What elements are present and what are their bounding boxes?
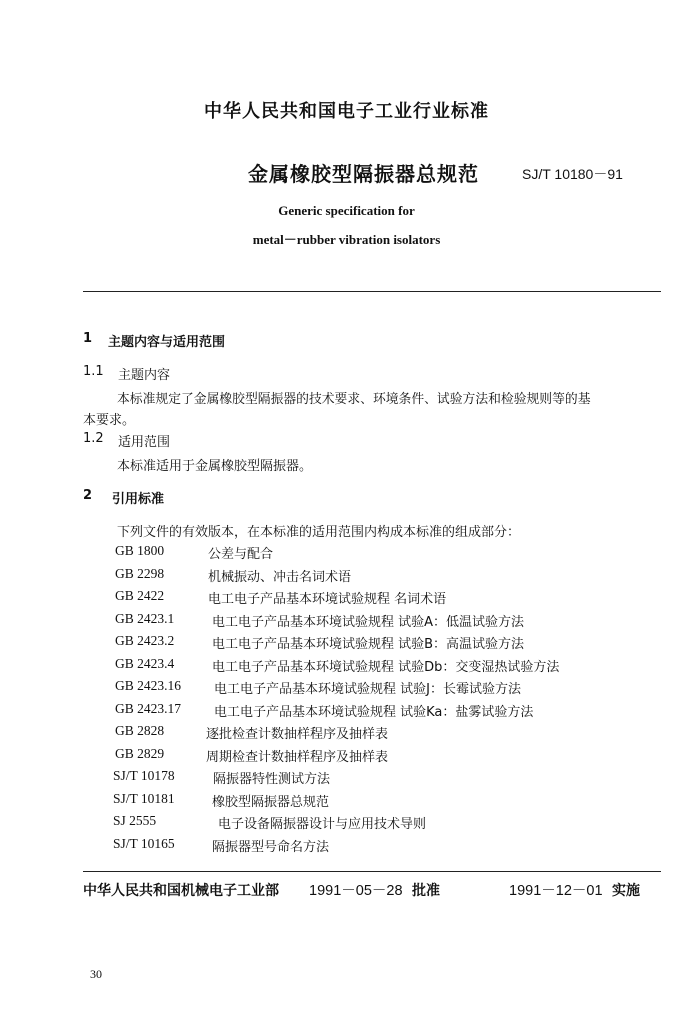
- section-2-number: 2: [83, 488, 93, 503]
- reference-title: 电工电子产品基本环境试验规程 试验A：低温试验方法: [212, 615, 525, 630]
- reference-code: GB 2423.17: [115, 701, 182, 716]
- reference-code: GB 1800: [115, 543, 165, 558]
- section-2-title: 引用标准: [112, 492, 165, 507]
- page-number: 30: [90, 967, 102, 981]
- effective-date: 1991－12－01: [509, 883, 603, 899]
- reference-title: 电工电子产品基本环境试验规程 试验J：长霉试验方法: [214, 682, 521, 697]
- reference-title: 电子设备隔振器设计与应用技术导则: [218, 817, 427, 832]
- reference-title: 机械振动、冲击名词术语: [208, 570, 352, 585]
- reference-title: 电工电子产品基本环境试验规程 试验B：高温试验方法: [212, 637, 525, 652]
- issuing-organization: 中华人民共和国电子工业行业标准: [204, 101, 489, 122]
- effective-label: 实施: [612, 883, 640, 899]
- document-title: 金属橡胶型隔振器总规范: [248, 162, 479, 186]
- reference-title: 逐批检查计数抽样程序及抽样表: [206, 727, 389, 742]
- reference-code: GB 2423.2: [115, 633, 175, 648]
- section-1-1-number: 1.1: [83, 364, 104, 379]
- reference-title: 橡胶型隔振器总规范: [212, 795, 330, 810]
- section-1-1-body-line1: 本标准规定了金属橡胶型隔振器的技术要求、环境条件、试验方法和检验规则等的基: [117, 392, 591, 407]
- reference-code: GB 2423.4: [115, 656, 175, 671]
- reference-code: SJ/T 10178: [113, 768, 175, 783]
- footer-divider: [83, 871, 661, 872]
- reference-code: SJ/T 10165: [113, 836, 175, 851]
- reference-code: SJ 2555: [113, 813, 157, 828]
- section-1-2-title: 适用范围: [118, 435, 171, 450]
- section-1-title: 主题内容与适用范围: [108, 335, 226, 350]
- section-1-1-title: 主题内容: [118, 368, 171, 383]
- approval-date: 1991－05－28: [309, 883, 403, 899]
- reference-code: GB 2829: [115, 746, 165, 761]
- reference-title: 公差与配合: [208, 547, 274, 562]
- reference-code: GB 2423.1: [115, 611, 175, 626]
- reference-title: 电工电子产品基本环境试验规程 试验Ka：盐雾试验方法: [214, 705, 534, 720]
- section-1-2-body: 本标准适用于金属橡胶型隔振器。: [117, 459, 313, 474]
- reference-title: 电工电子产品基本环境试验规程 名词术语: [208, 592, 447, 607]
- reference-code: GB 2422: [115, 588, 165, 603]
- reference-title: 周期检查计数抽样程序及抽样表: [206, 750, 389, 765]
- reference-code: GB 2423.16: [115, 678, 182, 693]
- reference-title: 隔振器特性测试方法: [213, 772, 331, 787]
- reference-title: 隔振器型号命名方法: [212, 840, 330, 855]
- english-title-line2: metal－rubber vibration isolators: [252, 232, 441, 247]
- section-1-2-number: 1.2: [83, 431, 104, 446]
- section-1-number: 1: [83, 331, 93, 346]
- standard-number: SJ/T 10180－91: [522, 166, 623, 182]
- section-2-intro: 下列文件的有效版本，在本标准的适用范围内构成本标准的组成部分：: [117, 525, 521, 540]
- section-1-1-body-line2: 本要求。: [83, 413, 136, 428]
- reference-code: GB 2298: [115, 566, 165, 581]
- approval-label: 批准: [412, 883, 440, 899]
- header-divider: [83, 291, 661, 292]
- reference-code: SJ/T 10181: [113, 791, 175, 806]
- reference-title: 电工电子产品基本环境试验规程 试验Db：交变湿热试验方法: [212, 660, 560, 675]
- reference-code: GB 2828: [115, 723, 165, 738]
- issuing-ministry: 中华人民共和国机械电子工业部: [83, 883, 279, 899]
- english-title-line1: Generic specification for: [278, 203, 415, 218]
